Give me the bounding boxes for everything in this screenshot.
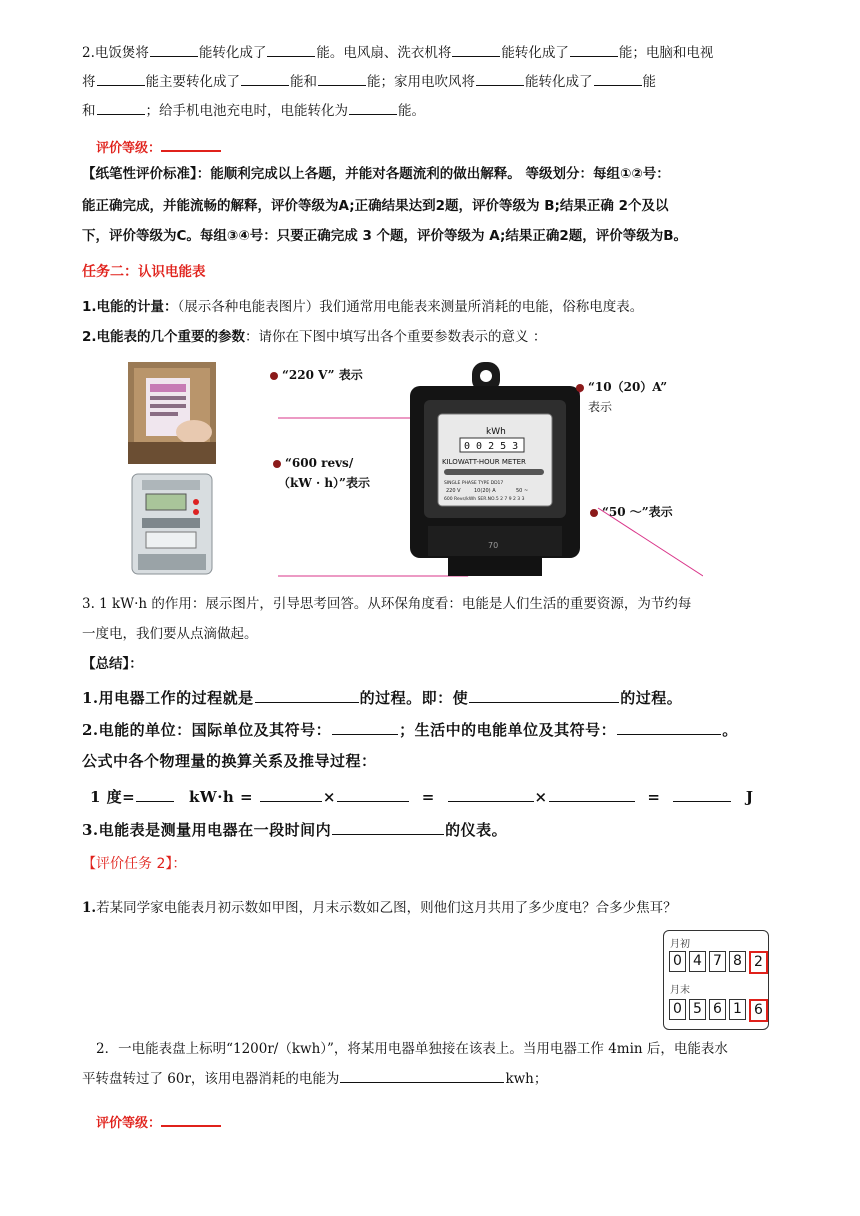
start-reading-label: 月初 (670, 939, 690, 950)
label-600-revs-suffix: （kW · h）”表示 (278, 476, 370, 490)
label-50hz: “50 ～”表示 (590, 503, 673, 520)
blank[interactable] (349, 101, 397, 115)
meter-spec-voltage: 220 V (446, 488, 461, 494)
summary-2: 2.电能的单位：国际单位及其符号： ；生活中的电能单位及其符号： 。 (82, 721, 738, 739)
summary-1: 1.用电器工作的过程就是 的过程。即：使 的过程。 (82, 689, 683, 707)
meter-unit-text: kWh (486, 427, 506, 437)
task-heading: 任务二：认识电能表 (82, 264, 206, 280)
summary-title: 【总结】： (82, 656, 143, 672)
bullet-icon (273, 460, 281, 468)
meter-photo-card (128, 362, 216, 464)
kilowatt-hour-meter (408, 356, 583, 584)
digit: 1 (729, 999, 746, 1020)
end-reading-digits (669, 999, 771, 1022)
blank[interactable] (476, 72, 524, 86)
digit: 0 (669, 999, 686, 1020)
label-current: “10（20）A” (576, 378, 667, 395)
label-220v: “220 V” 表示 (270, 366, 363, 383)
digit: 6 (709, 999, 726, 1020)
blank[interactable] (255, 687, 359, 703)
criteria-line-1: 【纸笔性评价标准】：能顺利完成以上各题，并能对各题流利的做出解释。 等级划分：每组①②号： (82, 166, 670, 182)
blank[interactable] (260, 786, 322, 802)
blank[interactable] (570, 43, 618, 57)
start-reading-digits (669, 951, 771, 974)
item-3-line-2: 一度电，我们要从点滴做起。 (82, 626, 258, 642)
item-3-line-1: 3. 1 kW·h 的作用：展示图片，引导思考回答。从环保角度看：电能是人们生活的重要资源，为节约每 (82, 596, 692, 612)
evaluation-grade: 评价等级： (96, 137, 221, 158)
blank[interactable] (469, 687, 619, 703)
meter-spec-frequency: 50 ~ (516, 488, 529, 494)
meter-spec-row-3: 600 Revs/kWh SER.NO.5 2 7 9 2 3 3 (444, 497, 525, 502)
digit: 7 (709, 951, 726, 972)
problem-1: 1.若某同学家电能表月初示数如甲图，月末示数如乙图，则他们这月共用了多少度电？合多少焦耳？ (82, 900, 677, 916)
meter-digits-text: 0 0 2 5 3 (464, 441, 519, 452)
meter-spec-row-1: SINGLE PHASE TYPE DD17 (444, 481, 504, 486)
formula-title: 公式中各个物理量的换算关系及推导过程： (82, 752, 377, 770)
blank[interactable] (318, 72, 366, 86)
grade-blank[interactable] (161, 137, 221, 152)
digit: 4 (689, 951, 706, 972)
blank[interactable] (452, 43, 500, 57)
problem-2-line-1: 2．一电能表盘上标明“1200r/（kwh）”，将某用电器单独接在该表上。当用电器工作 4min 后，电能表水 (96, 1041, 728, 1057)
label-600-revs: “600 revs/ (273, 456, 353, 470)
q2-line-3: 和 ；给手机电池充电时，电能转化为 能。 (82, 103, 425, 119)
meter-figure (128, 356, 703, 584)
blank[interactable] (136, 786, 174, 802)
label-current-suffix: 表示 (588, 400, 613, 414)
evaluation-task-heading: 【评价任务 2】： (82, 856, 187, 872)
blank[interactable] (267, 43, 315, 57)
digit: 8 (729, 951, 746, 972)
formula-line: 1 度= kW·h = × = × = J (90, 788, 754, 806)
problem-2-line-2: 平转盘转过了 60r，该用电器消耗的电能为 kwh； (82, 1071, 548, 1087)
q2-line-1: 2.电饭煲将 能转化成了 能。电风扇、洗衣机将 能转化成了 能；电脑和电视 (82, 45, 714, 61)
digit: 5 (689, 999, 706, 1020)
blank[interactable] (594, 72, 642, 86)
end-reading-label: 月末 (670, 985, 690, 996)
item-2: 2.电能表的几个重要的参数：请你在下图中填写出各个重要参数表示的意义 ： (82, 329, 547, 345)
blank[interactable] (150, 43, 198, 57)
meter-photo-digital (128, 470, 216, 580)
q2-line-2: 将 能主要转化成了 能和 能；家用电吹风将 能转化成了 能 (82, 74, 656, 90)
digit: 0 (669, 951, 686, 972)
meter-name-text: KILOWATT-HOUR METER (442, 458, 526, 466)
blank[interactable] (332, 719, 398, 735)
item-1: 1.电能的计量：（展示各种电能表图片）我们通常用电能表来测量所消耗的电能，俗称电度表。 (82, 299, 644, 315)
blank[interactable] (448, 786, 534, 802)
bullet-icon (590, 509, 598, 517)
summary-3: 3.电能表是测量用电器在一段时间内 的仪表。 (82, 821, 508, 839)
criteria-line-2: 能正确完成，并能流畅的解释，评价等级为A;正确结果达到2题，评价等级为 B;结果正确 2个及以 (82, 198, 669, 214)
bullet-icon (576, 384, 584, 392)
bullet-icon (270, 372, 278, 380)
evaluation-grade: 评价等级： (96, 1112, 221, 1133)
blank[interactable] (549, 786, 635, 802)
grade-blank[interactable] (161, 1112, 221, 1127)
criteria-line-3: 下，评价等级为C。每组③④号：只要正确完成 3 个题，评价等级为 A;结果正确2题，评价等级为B。 (82, 228, 688, 244)
blank[interactable] (332, 819, 444, 835)
meter-spec-current: 10(20) A (474, 488, 496, 494)
decimal-digit: 6 (749, 999, 768, 1022)
blank[interactable] (241, 72, 289, 86)
blank[interactable] (97, 101, 145, 115)
decimal-digit: 2 (749, 951, 768, 974)
meter-brand-text: 70 (488, 541, 499, 550)
meter-readings-box (663, 930, 769, 1030)
blank[interactable] (97, 72, 145, 86)
blank[interactable] (340, 1069, 504, 1083)
blank[interactable] (673, 786, 731, 802)
blank[interactable] (617, 719, 721, 735)
blank[interactable] (337, 786, 409, 802)
